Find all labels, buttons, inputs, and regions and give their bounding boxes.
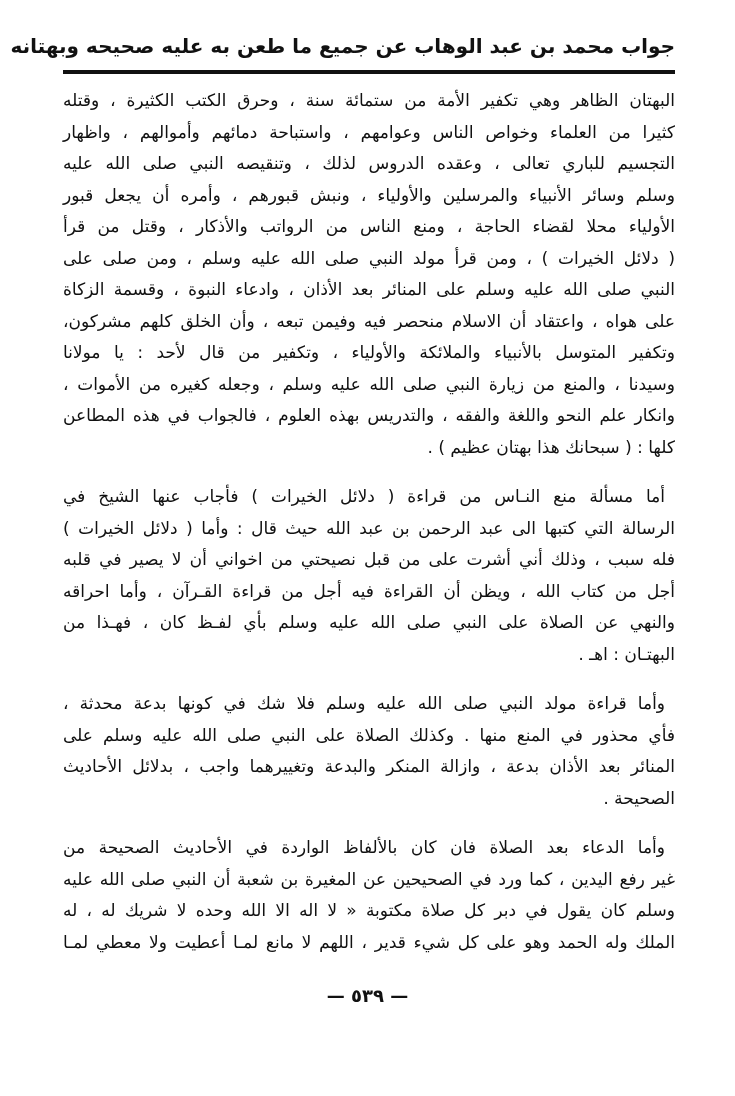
text-line: وسيدنا ، والمنع من زيارة النبي صلى الله عليه وسلم ، وجعله كغيره من الأموات ، xyxy=(63,374,675,395)
text-line: البهتـان : اهـ . xyxy=(578,644,675,665)
text-line: كلها : ( سبحانك هذا بهتان عظيم ) . xyxy=(427,437,675,458)
text-line: وسلم وسائر الأنبياء والمرسلين والأولياء ، ونبش قبورهم ، وأمره أن يجعل قبور xyxy=(63,185,675,206)
paragraph-3 xyxy=(63,689,675,815)
text-line: كثيرا من العلماء وخواص الناس وعوامهم ، واستباحة دمائهم وأموالهم ، واظهار xyxy=(63,122,675,143)
text-line: الأولياء محلا لقضاء الحاجة ، ومنع الناس من الرواتب والأذكار ، وقتل من قرأ xyxy=(63,217,675,237)
text-line: على هواه ، واعتقاد أن الاسلام منحصر فيه وفيمن تبعه ، وأن الخلق كلهم مشركون، xyxy=(63,311,675,332)
page-number: — ٥٣٩ — xyxy=(326,986,409,1007)
paragraph-4 xyxy=(63,833,675,959)
text-line: البهتان الظاهر وهي تكفير الأمة من ستمائة سنة ، وحرق الكتب الكثيرة ، وقتله xyxy=(63,91,675,111)
text-line: الملك وله الحمد وهو على كل شيء قدير ، اللهم لا مانع لمـا أعطيت ولا معطي لمـا xyxy=(63,932,675,953)
text-line: وأما الدعاء بعد الصلاة فان كان بالألفاظ الواردة في الأحاديث الصحيحة من xyxy=(63,838,665,858)
text-line: والنهي عن الصلاة على النبي صلى الله عليه وسلم بأي لفـظ كان ، فهـذا من xyxy=(63,613,675,633)
text-line: وأما قراءة مولد النبي صلى الله عليه وسلم فلا شك في كونها بدعة محدثة ، xyxy=(63,694,665,714)
text-line: أما مسألة منع النـاس من قراءة ( دلائل الخيرات ) فأجاب عنها الشيخ في xyxy=(63,487,665,507)
text-line: وانكار علم النحو واللغة والفقه ، والتدريس بهذه العلوم ، فالجواب في هذه المطاعن xyxy=(63,406,675,426)
paragraph-2 xyxy=(63,482,675,671)
text-line: غير رفع اليدين ، كما ورد في الصحيحين عن المغيرة بن شعبة أن النبي صلى الله عليه xyxy=(63,869,675,890)
text-line: وتكفير المتوسل بالأنبياء والملائكة والأولياء ، وتكفير من قال لأحد : يا مولانا xyxy=(63,343,675,363)
running-header-title: جواب محمد بن عبد الوهاب عن جميع ما طعن به عليه صحيحه وبهتانه xyxy=(10,34,675,58)
text-line: النبي صلى الله عليه وسلم على المنائر بعد الأذان ، وادعاء النبوة ، وقسمة الزكاة xyxy=(63,280,675,300)
text-line: فله سبب ، وذلك أني أشرت على من قبل نصيحتي من اخواني أن لا يصير في قلبه xyxy=(63,550,675,570)
text-line: التجسيم للباري تعالى ، وعقده الدروس لذلك ، وتنقيصه النبي صلى الله عليه xyxy=(63,154,675,174)
text-line: الصحيحة . xyxy=(603,788,675,809)
header-divider xyxy=(63,70,675,74)
paragraph-1 xyxy=(63,86,675,464)
text-line: ( دلائل الخيرات ) ، ومن قرأ مولد النبي صلى الله عليه وسلم ، ومن صلى على xyxy=(63,248,675,269)
text-line: الرسالة التي كتبها الى عبد الرحمن بن عبد الله حيث قال : وأما ( دلائل الخيرات ) xyxy=(63,518,675,539)
text-line: وسلم كان يقول في دبر كل صلاة مكتوبة « لا اله الا الله وحده لا شريك له ، له xyxy=(63,901,675,921)
text-line: المنائر بعد الأذان بدعة ، وازالة المنكر والبدعة وتغييرهما واجب ، بدلائل الأحاديث xyxy=(63,757,675,777)
body-text xyxy=(63,86,675,959)
text-line: فأي محذور في المنع منها . وكذلك الصلاة على النبي صلى الله عليه وسلم على xyxy=(63,725,675,746)
text-line: أجل من كتاب الله ، ويظن أن القراءة فيه أجل من قراءة القـرآن ، وأما احراقه xyxy=(63,581,675,602)
